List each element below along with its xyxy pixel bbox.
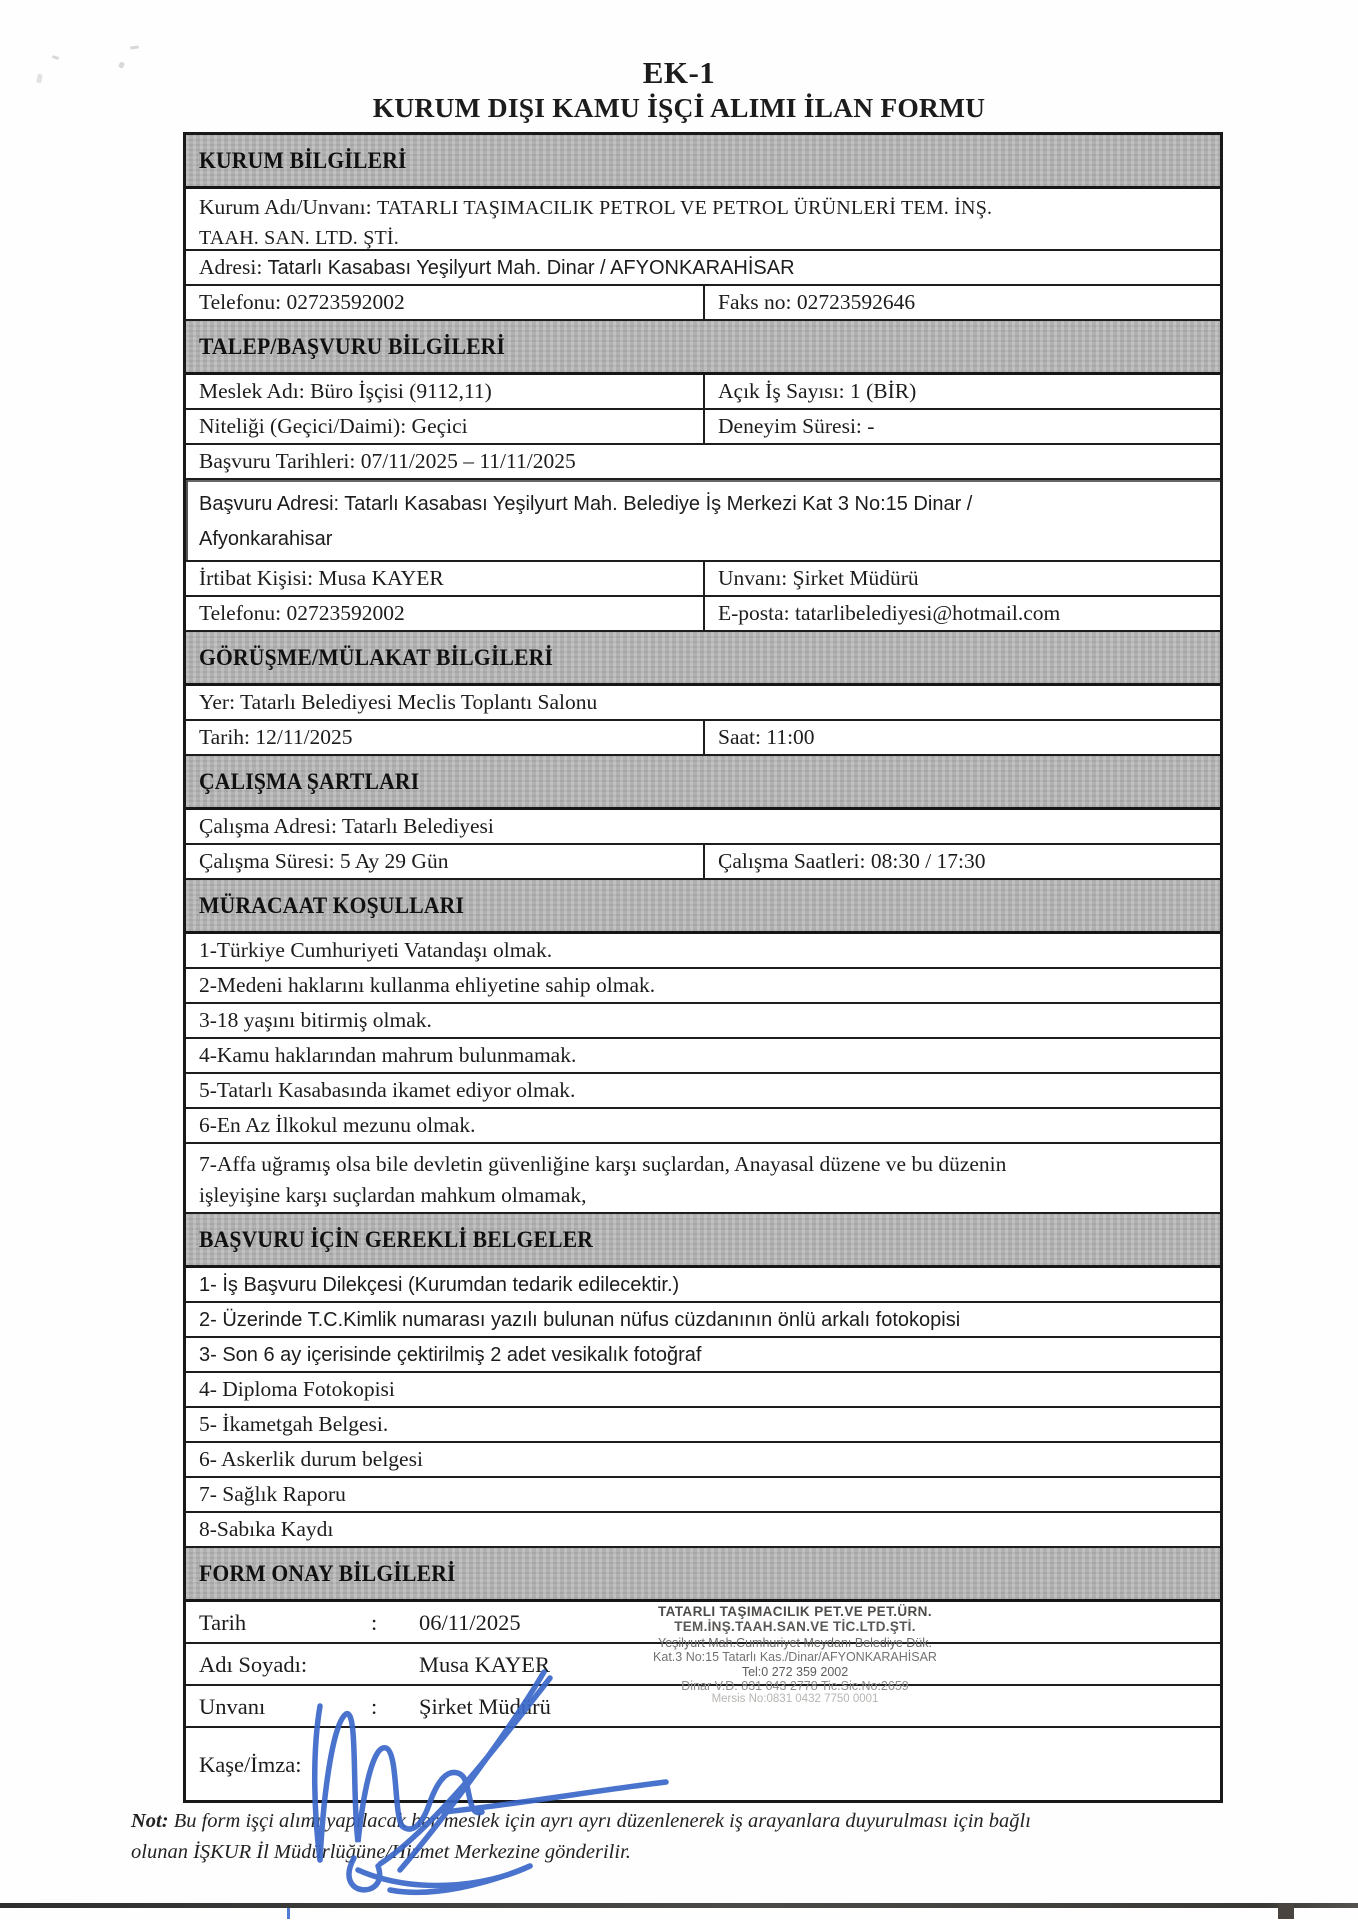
list-item-belge-3: 3- Son 6 ay içerisinde çektirilmiş 2 adet vesikalık fotoğraf: [186, 1338, 1220, 1373]
row-basvuru-tarihleri: Başvuru Tarihleri: 07/11/2025 – 11/11/2025: [186, 445, 1220, 480]
row-yer: Yer: Tatarlı Belediyesi Meclis Toplantı Salonu: [186, 686, 1220, 721]
section-title: KURUM BİLGİLERİ: [199, 147, 407, 173]
section-title: BAŞVURU İÇİN GEREKLİ BELGELER: [199, 1226, 594, 1252]
list-item-kosul-4: 4-Kamu haklarından mahrum bulunmamak.: [186, 1039, 1220, 1074]
note-label: Not:: [131, 1810, 169, 1832]
field-label: Unvanı: [199, 1693, 266, 1719]
list-item-kosul-2: 2-Medeni haklarını kullanma ehliyetine sahip olmak.: [186, 969, 1220, 1004]
section-title: ÇALIŞMA ŞARTLARI: [199, 768, 420, 794]
row-tarih-saat: [186, 721, 1220, 756]
cell-niteligi: Niteliği (Geçici/Daimi): Geçici: [199, 413, 468, 438]
field-value: TATARLI TAŞIMACILIK PETROL VE PETROL ÜRÜNLERİ TEM. İNŞ.: [376, 197, 993, 219]
field-value: TAAH. SAN. LTD. ŞTİ.: [199, 226, 399, 249]
form-code: EK-1: [642, 55, 716, 90]
stamp-line: TEM.İNŞ.TAAH.SAN.VE TİC.LTD.ŞTİ.: [674, 1619, 916, 1634]
pencil-mark: [130, 45, 139, 49]
row-basvuru-adresi: [186, 480, 1220, 562]
row-onay-tarih: [186, 1602, 1220, 1644]
field-value: Afyonkarahisar: [199, 528, 333, 550]
cell-irtibat-kisisi: İrtibat Kişisi: Musa KAYER: [199, 565, 444, 590]
section-title: FORM ONAY BİLGİLERİ: [199, 1560, 456, 1586]
list-item-kosul-1: 1-Türkiye Cumhuriyeti Vatandaşı olmak.: [186, 934, 1220, 969]
field-value: Tatarlı Kasabası Yeşilyurt Mah. Dinar / AFYONKARAHİSAR: [267, 256, 795, 279]
row-sure-saatler: [186, 845, 1220, 880]
list-item-belge-2: 2- Üzerinde T.C.Kimlik numarası yazılı bulunan nüfus cüzdanının önlü arkalı fotokopisi: [186, 1303, 1220, 1338]
list-item-belge-5: 5- İkametgah Belgesi.: [186, 1408, 1220, 1443]
cell-meslek-adi: Meslek Adı: Büro İşçisi (9112,11): [199, 378, 492, 403]
cell-saat: Saat: 11:00: [703, 721, 1220, 754]
section-header-form-onay: [186, 1548, 1220, 1602]
row-meslek-acikis: [186, 375, 1220, 410]
row-telefon-eposta: [186, 597, 1220, 632]
row-nitelik-deneyim: [186, 410, 1220, 445]
cell-tarih: Tarih: 12/11/2025: [199, 724, 353, 749]
field-label: Adı Soyadı:: [199, 1651, 308, 1677]
stamp-line: Tel:0 272 359 2002: [741, 1665, 849, 1679]
field-label: Kurum Adı/Unvanı:: [199, 195, 372, 219]
field-label: Kaşe/İmza:: [199, 1751, 302, 1777]
cell-telefonu-2: Telefonu: 02723592002: [199, 600, 405, 625]
row-kurum-adi: [186, 189, 1220, 251]
section-title: MÜRACAAT KOŞULLARI: [199, 892, 465, 918]
scan-artifact-line: [0, 1903, 1358, 1908]
cell-unvani: Unvanı: Şirket Müdürü: [703, 562, 1220, 595]
section-title: TALEP/BAŞVURU BİLGİLERİ: [199, 333, 506, 359]
list-item-belge-7: 7- Sağlık Raporu: [186, 1478, 1220, 1513]
row-adresi: [186, 251, 1220, 286]
stamp-line: Kat.3 No:15 Tatarlı Kas./Dinar/AFYONKARAHİSAR: [653, 1650, 937, 1664]
section-header-kurum-bilgileri: [186, 135, 1220, 189]
signature: [262, 1662, 672, 1902]
stamp-line: Dinar V.D. 831 043 2778 Tic.Sic.No:2659: [681, 1679, 909, 1693]
note-text: olunan İŞKUR İl Müdürlüğüne/Hizmet Merkezine gönderilir.: [131, 1841, 631, 1864]
field-value: Musa KAYER: [419, 1651, 551, 1677]
list-item-belge-6: 6- Askerlik durum belgesi: [186, 1443, 1220, 1478]
form-name: KURUM DIŞI KAMU İŞÇİ ALIMI İLAN FORMU: [372, 92, 986, 123]
cell-calisma-suresi: Çalışma Süresi: 5 Ay 29 Gün: [199, 848, 449, 873]
field-colon: :: [371, 1609, 378, 1635]
stamp-line: TATARLI TAŞIMACILIK PET.VE PET.ÜRN.: [657, 1604, 932, 1619]
field-value: 06/11/2025: [419, 1609, 521, 1635]
list-item-kosul-6: 6-En Az İlkokul mezunu olmak.: [186, 1109, 1220, 1144]
field-value: Şirket Müdürü: [419, 1693, 551, 1719]
cell-acik-is-sayisi: Açık İş Sayısı: 1 (BİR): [703, 375, 1220, 408]
section-header-talep-basvuru: [186, 321, 1220, 375]
stamp-line: Mersis No:0831 0432 7750 0001: [711, 1693, 879, 1705]
field-value: 7-Affa uğramış olsa bile devletin güvenliğine karşı suçlardan, Anayasal düzene ve bu düzenin: [199, 1152, 1007, 1176]
document-title: [0, 55, 1358, 124]
cell-telefonu: Telefonu: 02723592002: [199, 289, 405, 314]
list-item-kosul-7: [186, 1144, 1220, 1214]
scan-artifact-blue-tick: [287, 1908, 290, 1919]
section-title: GÖRÜŞME/MÜLAKAT BİLGİLERİ: [199, 644, 554, 670]
cell-eposta: E-posta: tatarlibelediyesi@hotmail.com: [703, 597, 1220, 630]
cell-faks: Faks no: 02723592646: [703, 286, 1220, 319]
section-header-gerekli-belgeler: [186, 1214, 1220, 1268]
form-table: [183, 132, 1223, 1803]
section-header-gorusme-mulakat: [186, 632, 1220, 686]
list-item-kosul-3: 3-18 yaşını bitirmiş olmak.: [186, 1004, 1220, 1039]
list-item-kosul-5: 5-Tatarlı Kasabasında ikamet ediyor olmak.: [186, 1074, 1220, 1109]
cell-deneyim-suresi: Deneyim Süresi: -: [703, 410, 1220, 443]
list-item-belge-4: 4- Diploma Fotokopisi: [186, 1373, 1220, 1408]
field-label: Adresi:: [199, 254, 263, 279]
field-value: işleyişine karşı suçlardan mahkum olmamak,: [199, 1183, 587, 1208]
row-irtibat-unvan: [186, 562, 1220, 597]
section-header-muracaat-kosullari: [186, 880, 1220, 934]
cell-calisma-saatleri: Çalışma Saatleri: 08:30 / 17:30: [703, 845, 1220, 878]
row-calisma-adresi: Çalışma Adresi: Tatarlı Belediyesi: [186, 810, 1220, 845]
stamp-line: Yeşilyurt Mah.Cumhuriyet Meydanı Belediye Dük.: [658, 1636, 932, 1650]
list-item-belge-8: 8-Sabıka Kaydı: [186, 1513, 1220, 1548]
row-telefon-faks: [186, 286, 1220, 321]
field-value: Başvuru Adresi: Tatarlı Kasabası Yeşilyurt Mah. Belediye İş Merkezi Kat 3 No:15 Dinar /: [199, 493, 973, 515]
section-header-calisma-sartlari: [186, 756, 1220, 810]
scan-artifact-tab: [1278, 1903, 1294, 1919]
field-colon: :: [371, 1693, 378, 1719]
list-item-belge-1: 1- İş Başvuru Dilekçesi (Kurumdan tedarik edilecektir.): [186, 1268, 1220, 1303]
note-text: Bu form işçi alımı yapılacak her meslek için ayrı ayrı düzenlenerek iş arayanlara duyurulması için bağlı: [168, 1810, 1031, 1832]
field-label: Tarih: [199, 1609, 247, 1635]
